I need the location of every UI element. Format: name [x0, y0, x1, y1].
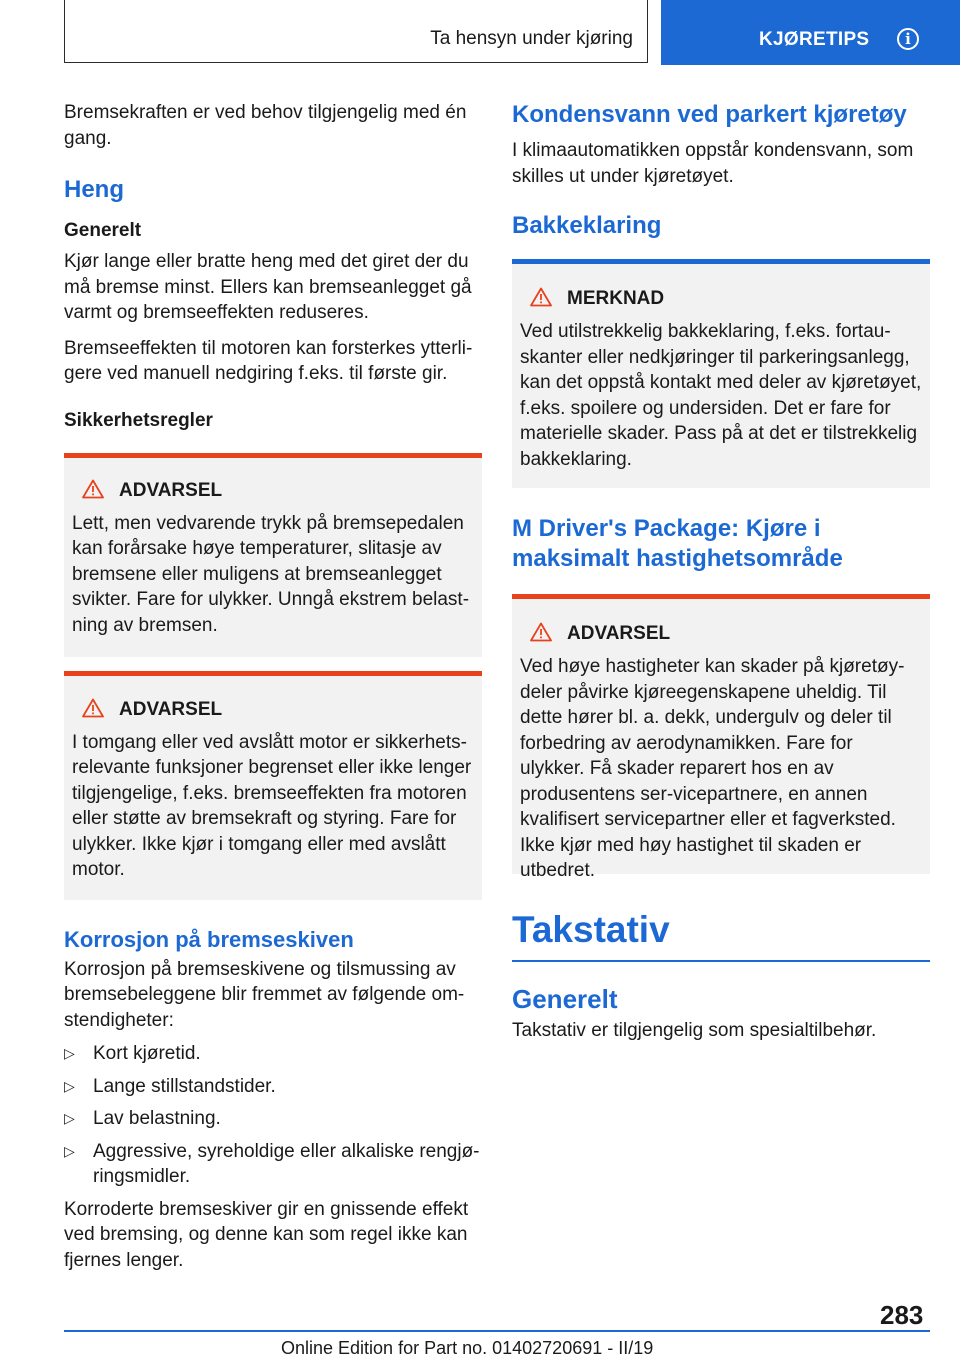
- kondens-heading: Kondensvann ved parkert kjøretøy: [512, 101, 907, 128]
- warning-title-label: ADVARSEL: [119, 698, 223, 720]
- sikkerhet-heading: Sikkerhetsregler: [64, 409, 213, 431]
- list-item: [64, 1041, 482, 1067]
- warning-title: [72, 698, 474, 722]
- warning-triangle-icon: [530, 622, 552, 642]
- list-item: [64, 1074, 482, 1100]
- triangle-bullet-icon: ▷: [64, 1077, 75, 1094]
- list-item-text: Lange stillstandstider.: [93, 1075, 276, 1097]
- intro-paragraph: Bremsekraften er ved behov tilgjengelig med én gang.: [64, 102, 467, 149]
- edition-note: Online Edition for Part no. 01402720691 - II/19: [281, 1338, 654, 1358]
- warning-title-label: ADVARSEL: [567, 623, 671, 644]
- right-column: [512, 100, 930, 1044]
- bullet-list: [64, 1041, 482, 1190]
- warning-text: Lett, men vedvarende trykk på bremsepedalen kan forårsake høye temperaturer, slitasje av bremsene eller muligens at bremseanlegget svikter. Fare for ulykker. Unngå ekstrem belast‐ning av bremsen.: [72, 512, 470, 636]
- warning-triangle-icon: [82, 698, 104, 718]
- info-icon: i: [897, 28, 919, 50]
- notice-title: [520, 287, 922, 311]
- warning-title-label: ADVARSEL: [119, 479, 223, 501]
- takstativ-generelt-heading: Generelt: [512, 984, 618, 1014]
- kondens-paragraph: I klimaautomatikken oppstår kondensvann, som skilles ut under kjøretøyet.: [512, 140, 914, 187]
- triangle-bullet-icon: ▷: [64, 1142, 75, 1159]
- list-item: [64, 1139, 482, 1190]
- warning-text: Ved høye hastigheter kan skader på kjøretøy‐deler påvirke kjøreegenskapene uheldig. Til dette hører bl. a. dekk, undergulv og deler til forbedring av aerodynamikken. Fare for ulykker. Få skader reparert hos en av produsentens ser‐vicepartnere, en annen kvalifisert servicepartner eller et fagverksted. Ikke kjør med høy hastighet til skaden er utbedret.: [520, 656, 905, 881]
- triangle-bullet-icon: ▷: [64, 1045, 75, 1061]
- warning-text: I tomgang eller ved avslått motor er sikkerhets‐relevante funksjoner begrenset eller ikke lenger tilgjengelige, f.eks. bremseeffekten fra motoren eller støtte av bremsekraft og styring. Fare for ulykker. Ikke kjør i tomgang eller med avslått motor.: [72, 731, 472, 880]
- list-item-text: Aggressive, syreholdige eller alkaliske rengjø‐ringsmidler.: [93, 1140, 480, 1187]
- left-column: [64, 100, 482, 1273]
- warning-triangle-icon: [530, 287, 552, 307]
- list-item: [64, 1106, 482, 1132]
- generelt-paragraph-1: Kjør lange eller bratte heng med det giret der du må bremse minst. Ellers kan bremseanlegget gå varmt og bremseeffekten reduseres.: [64, 251, 472, 323]
- chapter-title: KJØRETIPS: [759, 29, 870, 50]
- heng-heading: Heng: [64, 176, 124, 203]
- bakke-heading: Bakkeklaring: [512, 212, 662, 239]
- warning-box: [64, 671, 482, 900]
- takstativ-paragraph: Takstativ er tilgjengelig som spesialtilbehør.: [512, 1020, 877, 1041]
- list-item-text: Lav belastning.: [93, 1108, 221, 1129]
- korrosjon-paragraph-1: Korrosjon på bremseskivene og tilsmussing av bremsebeleggene blir fremmet av følgende om‐stendigheter:: [64, 958, 465, 1031]
- warning-box: [512, 594, 930, 881]
- generelt-heading: Generelt: [64, 220, 142, 241]
- takstativ-heading: Takstativ: [512, 908, 930, 962]
- warning-title: [72, 479, 474, 503]
- triangle-bullet-icon: ▷: [64, 1110, 75, 1126]
- page-number: 283: [880, 1300, 924, 1330]
- running-header-chapter: [661, 0, 960, 65]
- notice-title-label: MERKNAD: [567, 288, 665, 309]
- running-header-section: [64, 0, 648, 63]
- warning-box: [64, 453, 482, 657]
- warning-triangle-icon: [82, 479, 104, 499]
- section-title: Ta hensyn under kjøring: [430, 28, 633, 49]
- warning-title: [520, 622, 922, 646]
- korrosjon-heading: Korrosjon på bremseskiven: [64, 926, 354, 952]
- korrosjon-paragraph-2: Korroderte bremseskiver gir en gnissende effekt ved bremsing, og denne kan som regel ikke kan fjernes lenger.: [64, 1198, 469, 1271]
- generelt-paragraph-2: Bremseeffekten til motoren kan forsterkes ytterli‐gere ved manuell nedgiring f.eks. til første gir.: [64, 337, 473, 384]
- list-item-text: Kort kjøretid.: [93, 1043, 201, 1064]
- notice-box: [512, 259, 930, 488]
- notice-text: Ved utilstrekkelig bakkeklaring, f.eks. fortau‐skanter eller nedkjøringer til parkeringsanlegg, kan det oppstå kontakt med deler av kjøretøyet, f.eks. spoilere og undersiden. Det er fare for materielle skader. Pass på at det er tilstrekkelig bakkeklaring.: [520, 321, 922, 470]
- mdriver-heading: M Driver's Package: Kjøre i maksimalt hastighetsområde: [512, 515, 843, 572]
- footer-divider: [64, 1330, 930, 1332]
